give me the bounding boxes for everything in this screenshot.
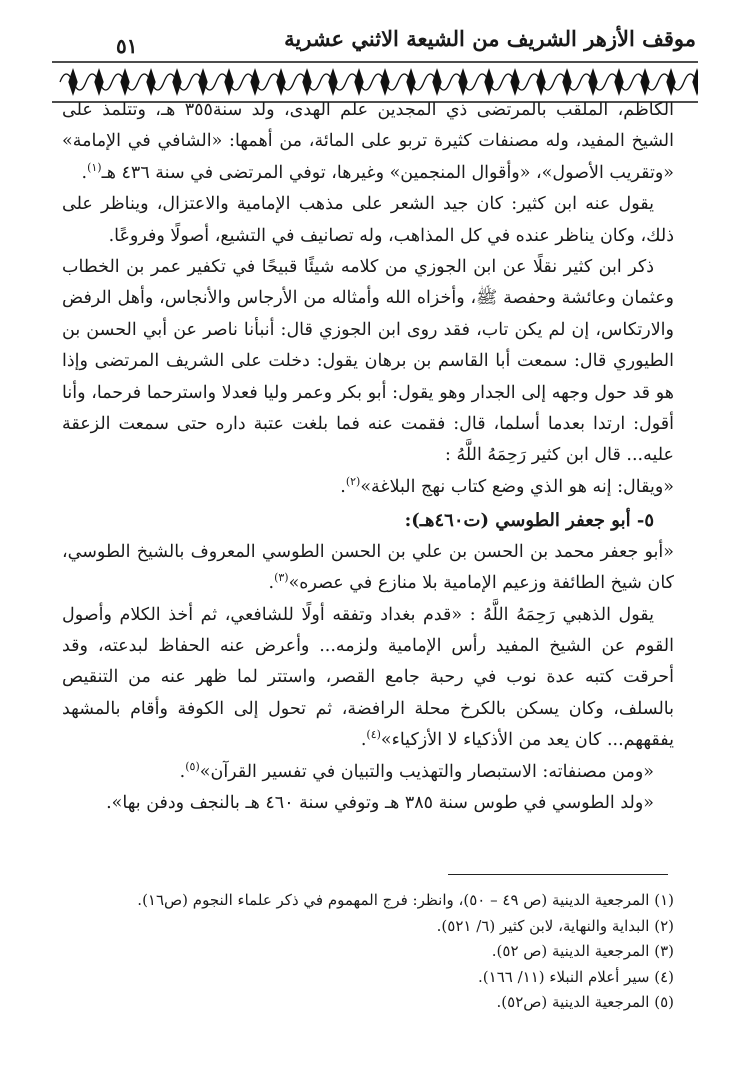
section-heading: ٥- أبو جعفر الطوسي (ت٤٦٠هـ):	[404, 510, 654, 532]
paragraph: يقول الذهبي رَحِمَهُ اللَّهُ : «قدم بغداد وتفقه أولًا للشافعي، ثم أخذ الكلام وأصول القوم عن الشيخ المفيد رأس الإمامية ولزمه... وأعرض عنه الحفاظ لبدعته، وقد أحرقت كتبه عدة نوب في رحبة جامع القصر، واستتر لما ظهر عنه من التنقيص بالسلف، وكان يسكن بالكرخ محلة الرافضة، ثم تحول إلى الكوفة وأقام بالمشهد يفقههم... كان يعد من الأذكياء لا الأزكياء»$^{(٤)}$.	[62, 604, 674, 751]
footnote: (١) المرجعية الدينية (ص ٤٩ – ٥٠)، وانظر: فرج المهموم في ذكر علماء النجوم (ص١٦).	[137, 891, 674, 909]
page-number: ٥١	[116, 34, 138, 58]
footnote: (٣) المرجعية الدينية (ص ٥٢).	[491, 942, 674, 961]
footnote-marker[interactable]: (٥)	[185, 759, 200, 773]
main-text	[62, 95, 674, 819]
paragraph: الكاظم، الملقب بالمرتضى ذي المجدين علم الهدى، ولد سنة٣٥٥ هـ، وتتلمذ على الشيخ المفيد، وله مصنفات كثيرة تربو على المائة، من أهمها: «الشافي في الإمامة» «وتقريب الأصول»، «وأقوال المنجمين» وغيرها، توفي المرتضى في سنة ٤٣٦ هـ$^{(١)}$.	[62, 100, 674, 183]
quote-paragraph: «أبو جعفر محمد بن الحسن بن علي بن الحسن الطوسي المعروف بالشيخ الطوسي، كان شيخ الطائفة وزعيم الإمامية بلا منازع في عصره»$^{(٣)}$.	[62, 541, 674, 594]
paragraph: ذكر ابن كثير نقلًا عن ابن الجوزي من كلامه شيئًا قبيحًا في تكفير عمر بن الخطاب وعثمان وعائشة وحفصة ﷺ، وأخزاه الله وأمثاله من الأرجاس والأنجاس، وأهل الرفض والارتكاس، إن لم يكن تاب، فقد روى ابن الجوزي قال: أنبأنا ناصر عن أبي الحسن بن الطيوري قال: سمعت أبا القاسم بن برهان يقول: دخلت على الشريف المرتضى وإذا هو قد حول وجهه إلى الجدار وهو يقول: أبو بكر وعمر وليا فعدلا واسترحما فرحما، وأنا أقول: ارتدا بعدما أسلما، قال: فقمت عنه فما بلغت عتبة داره حتى سمعت الزعقة عليه... قال ابن كثير رَحِمَهُ اللَّهُ :	[62, 257, 674, 466]
footnote-marker[interactable]: (٣)	[274, 571, 289, 585]
paragraph: يقول عنه ابن كثير: كان جيد الشعر على مذهب الإمامية والاعتزال، ويناظر على ذلك، وكان يناظر عنده في كل المذاهب، وله تصانيف في التشيع، أصولًا وفروعًا.	[62, 194, 674, 246]
quote-paragraph: «ومن مصنفاته: الاستبصار والتهذيب والتبيان في تفسير القرآن»$^{(٥)}$.	[179, 759, 654, 782]
footnote-separator	[448, 874, 668, 875]
footnote: (٤) سير أعلام النبلاء (١١/ ١٦٦).	[478, 967, 674, 986]
footnote: (٥) المرجعية الدينية (ص٥٢).	[496, 993, 674, 1012]
footnote-marker[interactable]: (٤)	[366, 728, 381, 742]
footnote: (٢) البداية والنهاية، لابن كثير (٦/ ٥٢١).	[436, 916, 674, 935]
footnotes	[62, 888, 674, 1016]
quote-paragraph: «ويقال: إنه هو الذي وضع كتاب نهج البلاغة»$^{(٢)}$.	[340, 475, 674, 497]
page-header	[52, 18, 698, 92]
quote-paragraph: «ولد الطوسي في طوس سنة ٣٨٥ هـ وتوفي سنة ٤٦٠ هـ بالنجف ودفن بها».	[106, 792, 654, 813]
footnote-marker[interactable]: (٢)	[345, 475, 361, 489]
running-title: موقف الأزهر الشريف من الشيعة الاثني عشرية	[284, 26, 696, 51]
footnote-marker[interactable]: (١)	[87, 160, 102, 174]
